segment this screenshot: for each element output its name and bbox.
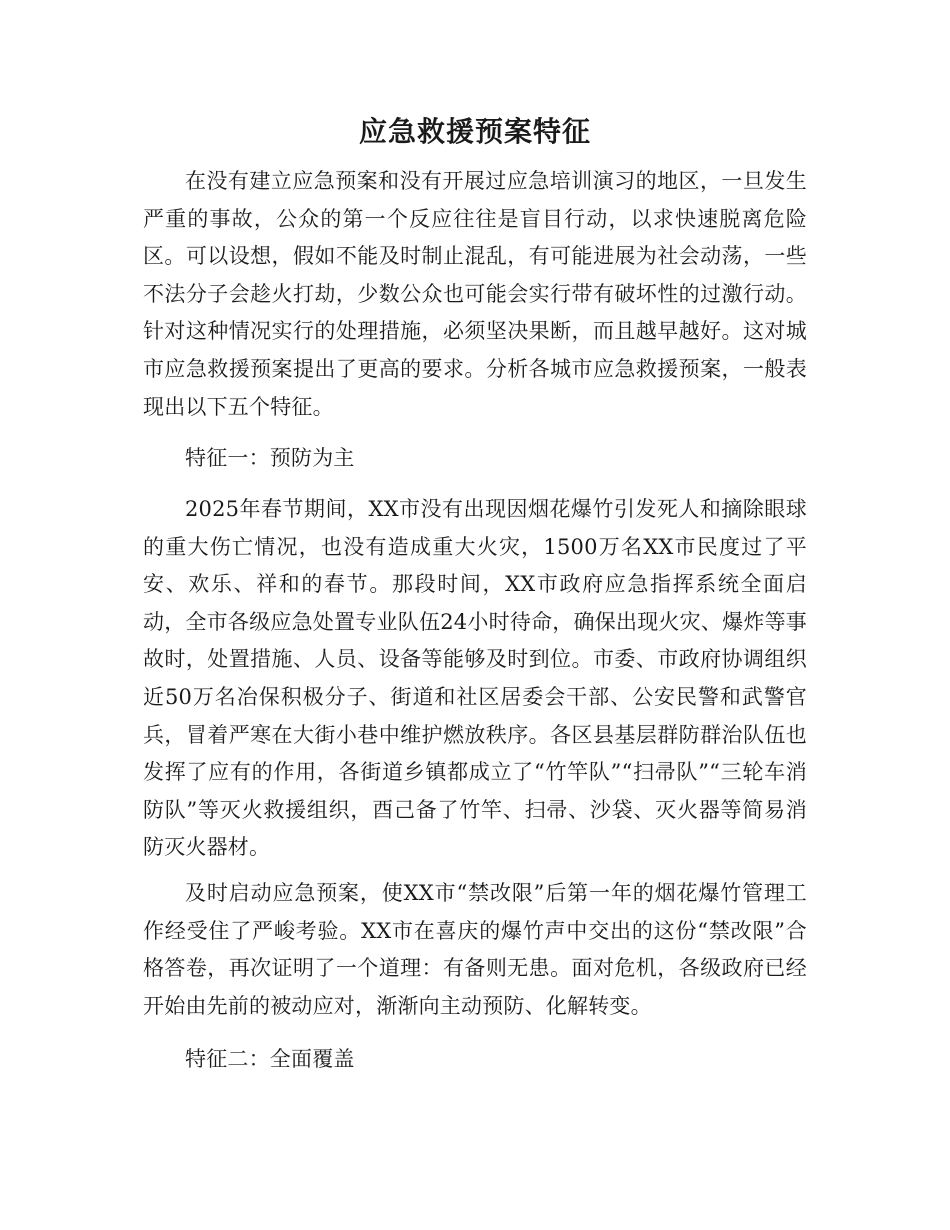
intro-paragraph: 在没有建立应急预案和没有开展过应急培训演习的地区，一旦发生严重的事故，公众的第一个反应往往是盲目行动，以求快速脱离危险区。可以设想，假如不能及时制止混乱，有可能进展为社会动荡，一些不法分子会趁火打劫，少数公众也可能会实行带有破坏性的过激行动。针对这种情况实行的处理措施，必须坚决果断，而且越早越好。这对城市应急救援预案提出了更高的要求。分析各城市应急救援预案，一般表现出以下五个特征。 <box>143 169 807 419</box>
section-heading-feature-one: 特征一：预防为主 <box>185 446 355 470</box>
section-heading-feature-two: 特征二：全面覆盖 <box>185 1047 355 1071</box>
feature-one-paragraph: 2025年春节期间，XX市没有出现因烟花爆竹引发死人和摘除眼球的重大伤亡情况，也没有造成重大火灾，1500万名XX市民度过了平安、欢乐、祥和的春节。那段时间，XX市政府应急指挥系统全面启动，全市各级应急处置专业队伍24小时待命，确保出现火灾、爆炸等事故时，处置措施、人员、设备等能够及时到位。市委、市政府协调组织近50万名冶保积极分子、街道和社区居委会干部、公安民警和武警官兵，冒着严寒在大街小巷中维护燃放秩序。各区县基层群防群治队伍也发挥了应有的作用，各街道乡镇都成立了“竹竿队”“扫帚队”“三轮车消防队”等灭火救援组织，酉己备了竹竿、扫帚、沙袋、灭火器等简易消防灭火器材。 <box>143 497 807 860</box>
feature-one-conclusion-paragraph: 及时启动应急预案，使XX市“禁改限”后第一年的烟花爆竹管理工作经受住了严峻考验。XX市在喜庆的爆竹声中交出的这份“禁改限”合格答卷，再次证明了一个道理：有备则无患。面对危机，各级政府已经开始由先前的被动应对，渐渐向主动预防、化解转变。 <box>143 881 807 1018</box>
document-title: 应急救援预案特征 <box>358 115 591 148</box>
